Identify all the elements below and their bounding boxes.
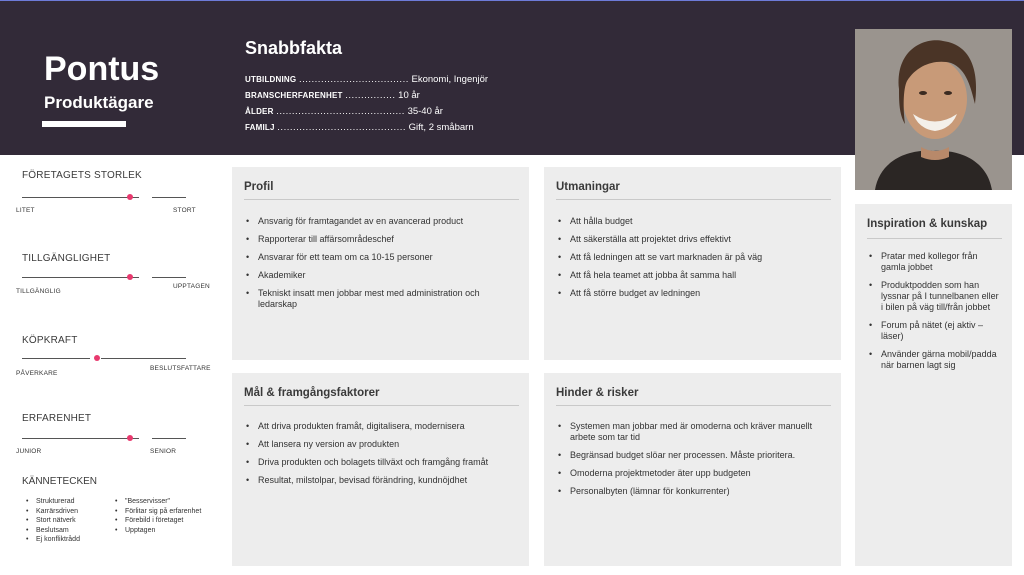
slider-min-label: TILLGÄNGLIG xyxy=(16,288,61,295)
slider-track-right xyxy=(101,358,186,359)
persona-portrait-illustration xyxy=(855,29,1012,190)
slider-track-left xyxy=(22,197,139,198)
slider-track-right xyxy=(152,277,186,278)
slider-max-label: UPPTAGEN xyxy=(173,283,210,290)
slider-title-foretagets-storlek: FÖRETAGETS STORLEK xyxy=(22,170,142,181)
list-item: • Att få större budget av ledningen xyxy=(570,288,829,299)
card-divider xyxy=(556,199,831,200)
list-item: • Resultat, milstolpar, bevisad förändring, kundnöjdhet xyxy=(258,475,517,486)
list-item: • Tekniskt insatt men jobbar mest med administration och ledarskap xyxy=(258,288,517,310)
slider-handle-erfarenhet xyxy=(127,435,133,441)
kannetecken-list-2 xyxy=(115,497,201,535)
persona-photo xyxy=(855,29,1012,190)
slider-track-left xyxy=(22,277,139,278)
slider-track-left xyxy=(22,358,90,359)
card-profil xyxy=(232,167,529,360)
list-item: • Forum på nätet (ej aktiv – läser) xyxy=(881,320,1002,342)
list-item: • Karrärsdriven xyxy=(26,507,80,517)
card-list xyxy=(258,421,517,493)
card-mal xyxy=(232,373,529,566)
fact-branscherfarenhet: BRANSCHERFARENHET ................ 10 år xyxy=(245,90,420,101)
card-divider xyxy=(244,405,519,406)
card-hinder xyxy=(544,373,841,566)
slider-max-label: STORT xyxy=(173,207,196,214)
list-item: • Driva produkten och bolagets tillväxt och framgång framåt xyxy=(258,457,517,468)
card-divider xyxy=(556,405,831,406)
slider-track-right xyxy=(152,197,186,198)
card-title: Hinder & risker xyxy=(556,387,639,399)
card-divider xyxy=(244,199,519,200)
list-item: • Beslutsam xyxy=(26,526,80,536)
slider-min-label: LITET xyxy=(16,207,35,214)
fact-alder: ÅLDER ......................................... 35-40 år xyxy=(245,106,443,117)
card-list xyxy=(258,216,517,317)
list-item: • Ansvarig för framtagandet av en avancerad product xyxy=(258,216,517,227)
slider-min-label: JUNIOR xyxy=(16,448,42,455)
fact-utbildning: UTBILDNING ................................... Ekonomi, Ingenjör xyxy=(245,74,489,85)
list-item: • Använder gärna mobil/padda när barnen lagt sig xyxy=(881,349,1002,371)
card-inspiration xyxy=(855,204,1012,566)
list-item: • Ej konfliktrådd xyxy=(26,535,80,545)
list-item: • Stort nätverk xyxy=(26,516,80,526)
list-item: • Upptagen xyxy=(115,526,201,536)
card-list xyxy=(881,251,1002,378)
list-item: • Omoderna projektmetoder äter upp budgeten xyxy=(570,468,829,479)
slider-title-kopkraft: KÖPKRAFT xyxy=(22,335,78,346)
slider-min-label: PÅVERKARE xyxy=(16,370,58,377)
card-utmaningar xyxy=(544,167,841,360)
list-item: • Ansvarar för ett team om ca 10-15 personer xyxy=(258,252,517,263)
list-item: • Personalbyten (lämnar för konkurrenter) xyxy=(570,486,829,497)
list-item: • Systemen man jobbar med är omoderna och kräver manuellt arbete som tar tid xyxy=(570,421,829,443)
card-title: Inspiration & kunskap xyxy=(867,218,988,230)
slider-track-right xyxy=(152,438,186,439)
card-list xyxy=(570,216,829,306)
list-item: • Strukturerad xyxy=(26,497,80,507)
persona-name: Pontus xyxy=(44,50,160,88)
list-item: • Produktpodden som han lyssnar på I tunnelbanen eller i bilen på väg till/från jobbet xyxy=(881,280,1002,313)
list-item: • Att lansera ny version av produkten xyxy=(258,439,517,450)
list-item: • Att få ledningen att se vart marknaden är på väg xyxy=(570,252,829,263)
name-underline xyxy=(42,121,126,127)
slider-max-label: SENIOR xyxy=(150,448,177,455)
slider-title-erfarenhet: ERFARENHET xyxy=(22,413,92,424)
list-item: • Förebild i företaget xyxy=(115,516,201,526)
list-item: • Akademiker xyxy=(258,270,517,281)
list-item: • Förlitar sig på erfarenhet xyxy=(115,507,201,517)
list-item: • Att säkerställa att projektet drivs effektivt xyxy=(570,234,829,245)
list-item: • Rapporterar till affärsområdeschef xyxy=(258,234,517,245)
kannetecken-list-1 xyxy=(26,497,80,545)
slider-max-label: BESLUTSFATTARE xyxy=(150,365,211,372)
slider-handle-foretagets-storlek xyxy=(127,194,133,200)
fact-familj: FAMILJ ......................................... Gift, 2 småbarn xyxy=(245,122,474,133)
slider-title-tillganglighet: TILLGÄNGLIGHET xyxy=(22,253,111,264)
card-title: Utmaningar xyxy=(556,181,620,193)
card-divider xyxy=(867,238,1002,239)
snabbfakta-title: Snabbfakta xyxy=(245,38,343,58)
card-title: Mål & framgångsfaktorer xyxy=(244,387,380,399)
list-item: • "Besservisser" xyxy=(115,497,201,507)
kannetecken-title: KÄNNETECKEN xyxy=(22,476,98,487)
list-item: • Pratar med kollegor från gamla jobbet xyxy=(881,251,1002,273)
list-item: • Att få hela teamet att jobba åt samma hall xyxy=(570,270,829,281)
card-list xyxy=(570,421,829,504)
slider-handle-kopkraft xyxy=(94,355,100,361)
slider-track-left xyxy=(22,438,139,439)
list-item: • Att driva produkten framåt, digitalisera, modernisera xyxy=(258,421,517,432)
slider-handle-tillganglighet xyxy=(127,274,133,280)
list-item: • Begränsad budget slöar ner processen. Måste prioritera. xyxy=(570,450,829,461)
list-item: • Att hålla budget xyxy=(570,216,829,227)
card-title: Profil xyxy=(244,181,274,193)
persona-role: Produktägare xyxy=(44,93,154,112)
